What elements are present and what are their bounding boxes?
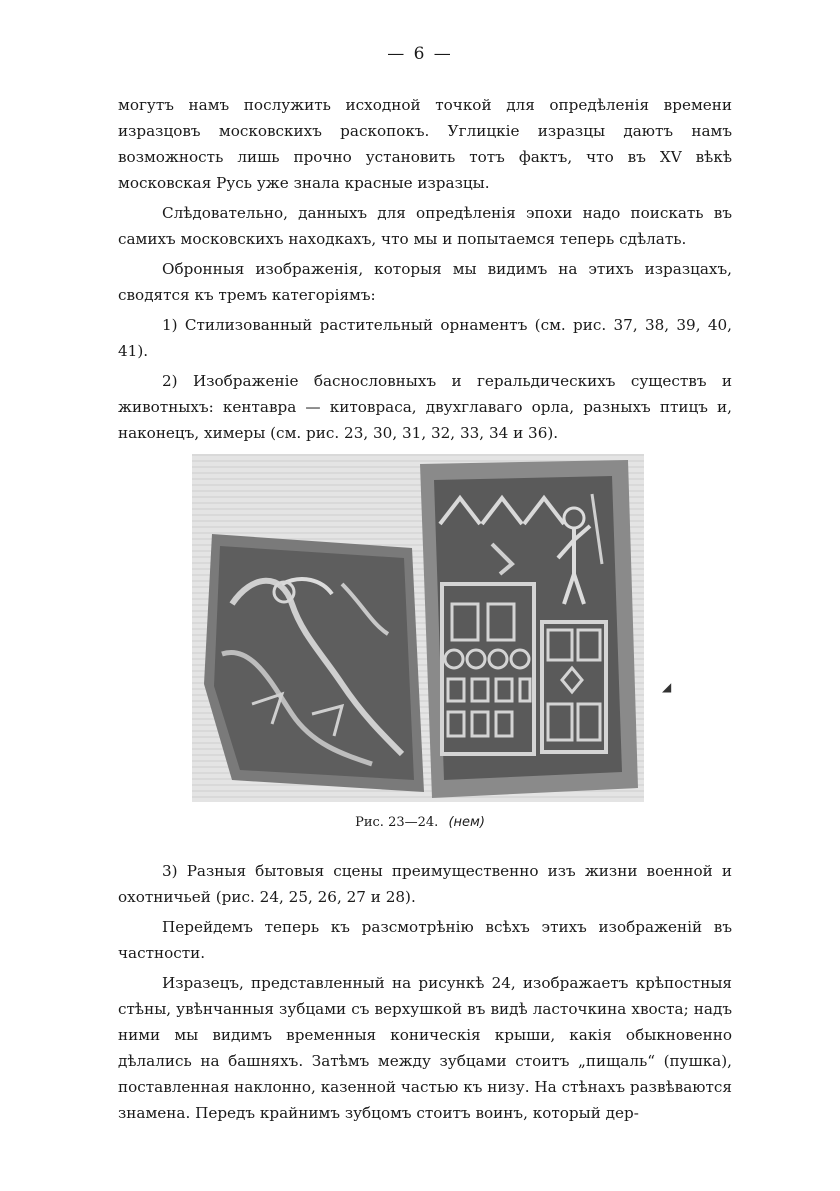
paragraph: Слѣдовательно, данныхъ для опредѣленія эпохи надо поискать въ самихъ московскихъ находкахъ, что мы и попытаемся теперь сдѣлать. [118, 204, 732, 248]
paragraph: Обронныя изображенія, которыя мы видимъ на этихъ изразцахъ, сводятся къ тремъ категоріямъ: [118, 260, 732, 304]
left-tile-image [204, 534, 424, 792]
figure-caption [0, 815, 840, 830]
handwritten-note: (нем) [448, 815, 485, 830]
paragraph: Изразецъ, представленный на рисункѣ 24, изображаетъ крѣпостныя стѣны, увѣнчанныя зубцами съ верхушкой въ видѣ ласточкина хвоста; надъ ними мы видимъ временныя коническія крыши, какія обыкновенно дѣлались на башняхъ. Затѣмъ между зубцами стоитъ „пищаль“ (пушка), поставленная наклонно, казенной частью къ низу. На стѣнахъ развѣваются знамена. Передъ крайнимъ зубцомъ стоитъ воинъ, который дер- [118, 974, 732, 1122]
list-item-1: 1) Стилизованный растительный орнаментъ (см. рис. 37, 38, 39, 40, 41). [118, 316, 732, 360]
text-block-bottom [118, 858, 732, 1130]
caption-text: Рис. 23—24. [355, 815, 439, 830]
right-tile-image [420, 460, 638, 798]
paragraph: Перейдемъ теперь къ разсмотрѣнію всѣхъ этихъ изображеній въ частности. [118, 918, 732, 962]
paragraph: могутъ намъ послужить исходной точкой для опредѣленія времени изразцовъ московскихъ раскопокъ. Углицкіе изразцы даютъ намъ возможность лишь прочно установить тотъ фактъ, что въ XV вѣкѣ московская Русь уже знала красные изразцы. [118, 96, 732, 192]
ink-speck: ◢ [662, 680, 672, 694]
list-item-3: 3) Разныя бытовыя сцены преимущественно изъ жизни военной и охотничьей (рис. 24, 25, 26, 27 и 28). [118, 862, 732, 906]
figure-photograph-tiles [192, 454, 644, 802]
page-number: — 6 — [387, 44, 453, 64]
text-block-top [118, 92, 732, 450]
tiles-photo-illustration [192, 454, 644, 802]
list-item-2: 2) Изображеніе баснословныхъ и геральдическихъ существъ и животныхъ: кентавра — китовраса, двухглаваго орла, разныхъ птицъ и, наконецъ, химеры (см. рис. 23, 30, 31, 32, 33, 34 и 36). [118, 372, 732, 442]
